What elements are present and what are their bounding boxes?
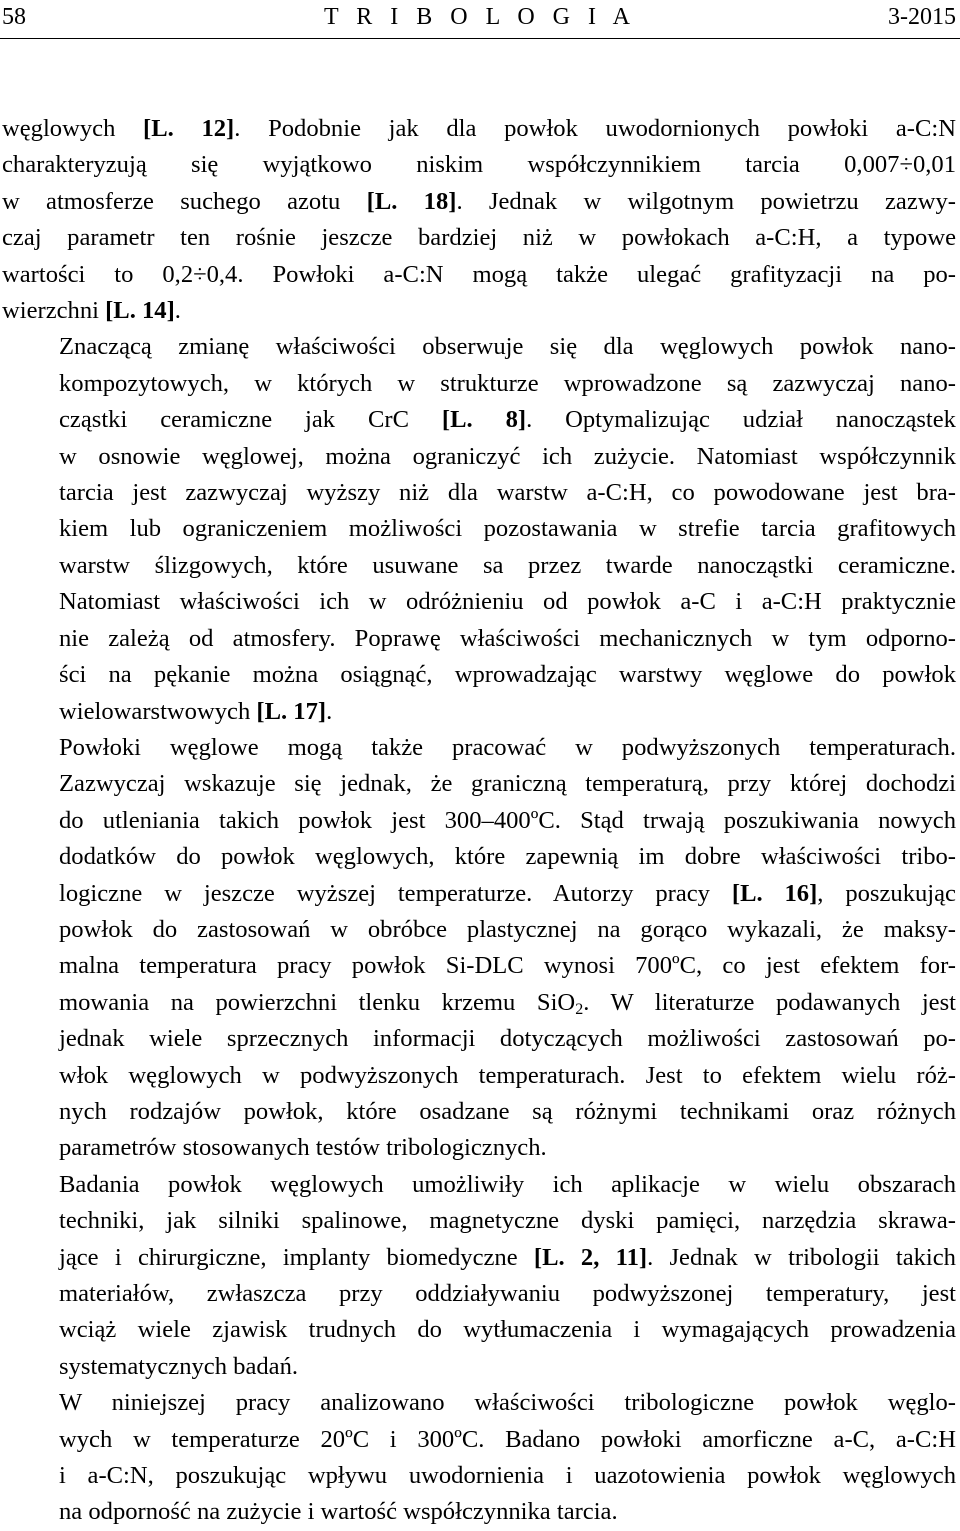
text-run: Znaczącą zmianę właściwości obserwuje się dla węglowych powłok nano- bbox=[59, 333, 956, 361]
text-line bbox=[2, 1240, 956, 1276]
text-run: . Jednak w tribologii takich bbox=[647, 1243, 956, 1271]
text-run: . bbox=[174, 297, 181, 325]
text-line bbox=[2, 257, 956, 293]
text-run: wierzchni bbox=[2, 297, 106, 325]
text-line bbox=[2, 803, 956, 839]
text-line bbox=[2, 1094, 956, 1130]
text-run: tarcia jest zazwyczaj wyższy niż dla warstw a-C:H, co powodowane jest bra- bbox=[59, 479, 956, 507]
text-run: techniki, jak silniki spalinowe, magnetyczne dyski pamięci, narzędzia skrawa- bbox=[59, 1207, 956, 1235]
text-line bbox=[2, 1312, 956, 1348]
paragraph bbox=[2, 329, 956, 729]
text-line bbox=[2, 475, 956, 511]
text-run: systematycznych badań. bbox=[59, 1352, 299, 1380]
text-line bbox=[2, 511, 956, 547]
paragraph bbox=[2, 1167, 956, 1385]
subscript: 2 bbox=[575, 1000, 584, 1018]
text-run: dodatków do powłok węglowych, które zapewnią im dobre właściwości tribo- bbox=[59, 843, 956, 871]
text-run: parametrów stosowanych testów tribologicznych. bbox=[59, 1134, 547, 1162]
text-run: cząstki ceramiczne jak CrC bbox=[59, 406, 442, 434]
text-run: Natomiast właściwości ich w odróżnieniu od powłok a-C i a-C:H praktycznie bbox=[59, 588, 956, 616]
text-line bbox=[2, 839, 956, 875]
text-run: Powłoki węglowe mogą także pracować w podwyższonych temperaturach. bbox=[59, 733, 956, 761]
text-run: w atmosferze suchego azotu bbox=[2, 187, 367, 215]
page-header bbox=[0, 0, 960, 39]
paragraph bbox=[2, 730, 956, 1167]
text-line bbox=[2, 1130, 956, 1166]
text-line bbox=[2, 1349, 956, 1385]
text-line bbox=[2, 1021, 956, 1057]
journal-title: T R I B O L O G I A bbox=[324, 4, 636, 30]
text-line bbox=[2, 111, 956, 147]
text-line bbox=[2, 621, 956, 657]
text-line bbox=[2, 147, 956, 183]
text-line bbox=[2, 912, 956, 948]
text-run: jednak wiele sprzecznych informacji dotyczących możliwości zastosowań po- bbox=[59, 1025, 956, 1053]
text-run: wartości to 0,2÷0,4. Powłoki a-C:N mogą także ulegać grafityzacji na po- bbox=[2, 260, 956, 288]
text-line bbox=[2, 402, 956, 438]
text-run: W niniejszej pracy analizowano właściwości tribologiczne powłok węglo- bbox=[59, 1389, 956, 1417]
citation-ref: [L. 18] bbox=[366, 187, 457, 215]
text-run: . Jednak w wilgotnym powietrzu zazwy- bbox=[456, 187, 956, 215]
text-run: . Podobnie jak dla powłok uwodornionych powłoki a-C:N bbox=[234, 115, 956, 142]
text-line bbox=[2, 1058, 956, 1094]
text-run: kiem lub ograniczeniem możliwości pozostawania w strefie tarcia grafitowych bbox=[59, 515, 956, 543]
citation-ref: [L. 14] bbox=[105, 297, 175, 325]
text-line bbox=[2, 1167, 956, 1203]
text-run: wielowarstwowych bbox=[59, 697, 257, 725]
text-line bbox=[2, 584, 956, 620]
text-run: Badania powłok węglowych umożliwiły ich aplikacje w wielu obszarach bbox=[59, 1170, 956, 1198]
citation-ref: [L. 16] bbox=[731, 879, 818, 907]
text-run: węglowych bbox=[2, 115, 144, 142]
text-line bbox=[2, 985, 956, 1021]
text-line bbox=[2, 1422, 956, 1458]
citation-ref: [L. 12] bbox=[143, 115, 235, 142]
text-run: nych rodzajów powłok, które osadzane są różnymi technikami oraz różnych bbox=[59, 1097, 956, 1125]
text-run: logiczne w jeszcze wyższej temperaturze. Autorzy pracy bbox=[59, 879, 732, 907]
text-line bbox=[2, 548, 956, 584]
text-run: i a-C:N, poszukując wpływu uwodornienia i uazotowienia powłok węglowych bbox=[59, 1462, 956, 1490]
text-line bbox=[2, 184, 956, 220]
text-run: . W literaturze podawanych jest bbox=[583, 988, 956, 1016]
text-run: powłok do zastosowań w obróbce plastycznej na gorąco wykazali, że maksy- bbox=[59, 915, 956, 943]
paragraph bbox=[2, 1385, 956, 1531]
text-line bbox=[2, 329, 956, 365]
text-run: na odporność na zużycie i wartość współczynnika tarcia. bbox=[59, 1498, 618, 1526]
text-run: , poszukując bbox=[817, 879, 956, 907]
text-line bbox=[2, 766, 956, 802]
text-run: charakteryzują się wyjątkowo niskim współczynnikiem tarcia 0,007÷0,01 bbox=[2, 151, 956, 179]
text-line bbox=[2, 1494, 956, 1530]
text-line bbox=[2, 1385, 956, 1421]
text-line bbox=[2, 1276, 956, 1312]
text-run: materiałów, zwłaszcza przy oddziaływaniu podwyższonej temperatury, jest bbox=[59, 1280, 956, 1307]
text-run: wych w temperaturze 20ºC i 300ºC. Badano powłoki amorficzne a-C, a-C:H bbox=[59, 1425, 956, 1453]
text-run: włok węglowych w podwyższonych temperaturach. Jest to efektem wielu róż- bbox=[59, 1061, 956, 1089]
page-number: 58 bbox=[2, 4, 26, 30]
text-run: malna temperatura pracy powłok Si-DLC wynosi 700ºC, co jest efektem for- bbox=[59, 952, 956, 980]
text-line bbox=[2, 293, 956, 329]
text-line bbox=[2, 439, 956, 475]
text-run: do utleniania takich powłok jest 300–400ºC. Stąd trwają poszukiwania nowych bbox=[59, 806, 956, 834]
citation-ref: [L. 2, 11] bbox=[533, 1243, 648, 1271]
text-run: nie zależą od atmosfery. Poprawę właściwości mechanicznych w tym odporno- bbox=[59, 624, 956, 652]
text-run: jące i chirurgiczne, implanty biomedyczne bbox=[59, 1243, 534, 1271]
issue-label: 3-2015 bbox=[888, 4, 956, 30]
text-line bbox=[2, 730, 956, 766]
text-run: warstw ślizgowych, które usuwane sa przez twarde nanocząstki ceramiczne. bbox=[59, 551, 956, 579]
text-run: wciąż wiele zjawisk trudnych do wytłumaczenia i wymagających prowadzenia bbox=[59, 1316, 956, 1344]
text-line bbox=[2, 1203, 956, 1239]
citation-ref: [L. 17] bbox=[256, 697, 327, 725]
text-run: Zazwyczaj wskazuje się jednak, że graniczną temperaturą, przy której dochodzi bbox=[59, 770, 956, 798]
text-line bbox=[2, 366, 956, 402]
text-line bbox=[2, 876, 956, 912]
text-line bbox=[2, 948, 956, 984]
citation-ref: [L. 8] bbox=[441, 406, 527, 434]
text-line bbox=[2, 694, 956, 730]
text-run: czaj parametr ten rośnie jeszcze bardziej niż w powłokach a-C:H, a typowe bbox=[2, 224, 956, 252]
text-run: . Optymalizując udział nanocząstek bbox=[526, 406, 956, 434]
text-run: kompozytowych, w których w strukturze wprowadzone są zazwyczaj nano- bbox=[59, 369, 956, 397]
text-line bbox=[2, 657, 956, 693]
text-run: w osnowie węglowej, można ograniczyć ich zużycie. Natomiast współczynnik bbox=[59, 442, 956, 470]
body-text bbox=[2, 111, 956, 1531]
text-run: . bbox=[326, 697, 333, 725]
text-run: ści na pękanie można osiągnąć, wprowadzając warstwy węglowe do powłok bbox=[59, 661, 956, 689]
text-line bbox=[2, 220, 956, 256]
text-line bbox=[2, 1458, 956, 1494]
text-run: mowania na powierzchni tlenku krzemu SiO bbox=[59, 988, 576, 1016]
paragraph bbox=[2, 111, 956, 329]
